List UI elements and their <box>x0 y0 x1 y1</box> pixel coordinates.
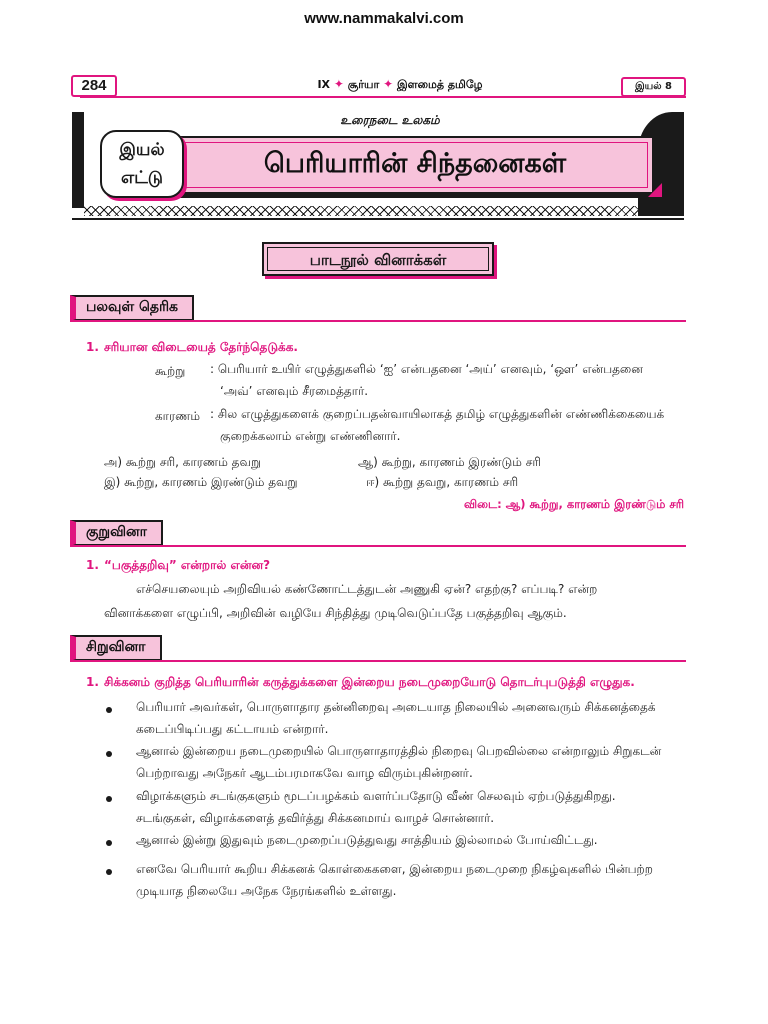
statement-line-1: : பெரியார் உயிர் எழுத்துகளில் ‘ஐ’ என்பதனை ‘அய்’ எனவும், ‘ஔ’ என்பதனை <box>210 362 643 376</box>
bullet-line: பெரியார் அவர்கள், பொருளாதார தன்னிறைவு அடையாத நிலையில் அனைவரும் சிக்கனத்தைக் <box>136 700 656 714</box>
running-header <box>200 77 600 93</box>
question-number: 1. <box>86 340 99 354</box>
bullet-text <box>136 785 688 829</box>
bullet-icon <box>104 793 114 803</box>
bullet-line: கடைப்பிடிப்பது கட்டாயம் என்றார். <box>136 722 329 736</box>
banner-pattern <box>84 206 684 216</box>
bullet-text <box>136 696 688 740</box>
category-label: உரைநடை உலகம் <box>340 113 440 127</box>
star-icon: ✦ <box>333 77 344 91</box>
bullet-line: ஆனால் இன்று இதுவும் நடைமுறைப்படுத்துவது சாத்தியம் இல்லாமல் போய்விட்டது. <box>136 833 598 847</box>
answer-line-2: வினாக்களை எழுப்பி, அறிவின் வழியே சிந்தித்து முடிவெடுப்பதே பகுத்தறிவு ஆகும். <box>104 606 567 620</box>
header-divider <box>80 96 686 98</box>
chapter-tag: இயல் 8 <box>621 77 686 97</box>
bullet-line: முடியாத நிலையே அநேக நேரங்களில் உள்ளது. <box>136 884 397 898</box>
banner-left-bar <box>72 112 84 208</box>
publisher-label: சூர்யா <box>347 78 380 91</box>
chapter-title: பெரியாரின் சிந்தனைகள் <box>263 148 567 179</box>
bullet-icon <box>104 748 114 758</box>
section-rule <box>70 320 686 322</box>
bullet-text <box>136 740 688 784</box>
answer-line-1: எச்செயலையும் அறிவியல் கண்ணோட்டத்துடன் அணுகி ஏன்? எதற்கு? எப்படி? என்ற <box>136 582 598 596</box>
bullet-text <box>136 829 688 851</box>
option-b: ஆ) கூற்று, காரணம் இரண்டும் சரி <box>358 455 542 469</box>
section-rule <box>70 660 686 662</box>
answer-text: விடை: ஆ) கூற்று, காரணம் இரண்டும் சரி <box>464 497 684 511</box>
reason-line-1: : சில எழுத்துகளைக் குறைப்பதன்வாயிலாகத் தமிழ் எழுத்துகளின் எண்ணிக்கையைக் <box>210 407 665 421</box>
question-text: “பகுத்தறிவு” என்றால் என்ன? <box>104 558 271 572</box>
reason-line-2: குறைக்கலாம் என்று எண்ணினார். <box>220 429 401 443</box>
chapter-line-1: இயல் <box>119 140 165 160</box>
banner-corner-triangle <box>648 183 662 197</box>
bullet-icon <box>104 866 114 876</box>
star-icon: ✦ <box>383 77 394 91</box>
banner-bottom-rule <box>72 218 684 220</box>
section-heading-brief: சிறுவினா <box>70 635 162 661</box>
question-text: சிக்கனம் குறித்த பெரியாரின் கருத்துக்களை இன்றைய நடைமுறையோடு தொடர்புபடுத்தி எழுதுக. <box>104 675 635 689</box>
chapter-line-2: எட்டு <box>121 168 163 188</box>
statement-line-2: ‘அவ்’ எனவும் சீரமைத்தார். <box>220 384 369 398</box>
question-text: சரியான விடையைத் தேர்ந்தெடுக்க. <box>104 340 298 354</box>
textbook-questions-label: பாடநூல் வினாக்கள் <box>267 247 489 271</box>
bullet-line: ஆனால் இன்றைய நடைமுறையில் பொருளாதாரத்தில் நிறைவு பெறவில்லை என்றாலும் சிறுகடன் <box>136 744 662 758</box>
bullet-line: பெற்றாவது அநேகர் ஆடம்பரமாகவே வாழ விரும்புகின்றனர். <box>136 766 473 780</box>
option-a: அ) கூற்று சரி, காரணம் தவறு <box>104 455 262 469</box>
page-number: 284 <box>71 75 117 97</box>
bullet-icon <box>104 837 114 847</box>
option-c: இ) கூற்று, காரணம் இரண்டும் தவறு <box>104 475 298 489</box>
option-d: ஈ) கூற்று தவறு, காரணம் சரி <box>366 475 519 489</box>
bullet-icon <box>104 704 114 714</box>
question-number: 1. <box>86 558 99 572</box>
book-subject: இளமைத் தமிழே <box>396 78 483 91</box>
question-number: 1. <box>86 675 99 689</box>
bullet-line: எனவே பெரியார் கூறிய சிக்கனக் கொள்கைகளை, இன்றைய நடைமுறை நிகழ்வுகளில் பின்பற்ற <box>136 862 653 876</box>
section-heading-short: குறுவினா <box>70 520 163 546</box>
bullet-text <box>136 858 688 902</box>
site-url[interactable]: www.nammakalvi.com <box>304 10 464 27</box>
chapter-title-banner <box>176 136 654 194</box>
reason-label: காரணம் <box>155 409 201 423</box>
section-rule <box>70 545 686 547</box>
textbook-questions-box <box>262 242 494 276</box>
section-heading-mcq: பலவுள் தெரிக <box>70 295 194 321</box>
statement-label: கூற்று <box>155 364 186 378</box>
chapter-number-box <box>100 130 184 198</box>
class-label: IX <box>317 78 331 91</box>
bullet-line: விழாக்களும் சடங்குகளும் மூடப்பழக்கம் வளர்ப்பதோடு வீண் செலவும் ஏற்படுத்துகிறது. <box>136 789 616 803</box>
bullet-line: சடங்குகள், விழாக்களைத் தவிர்த்து சிக்கனமாய் வாழச் சொன்னார். <box>136 811 495 825</box>
